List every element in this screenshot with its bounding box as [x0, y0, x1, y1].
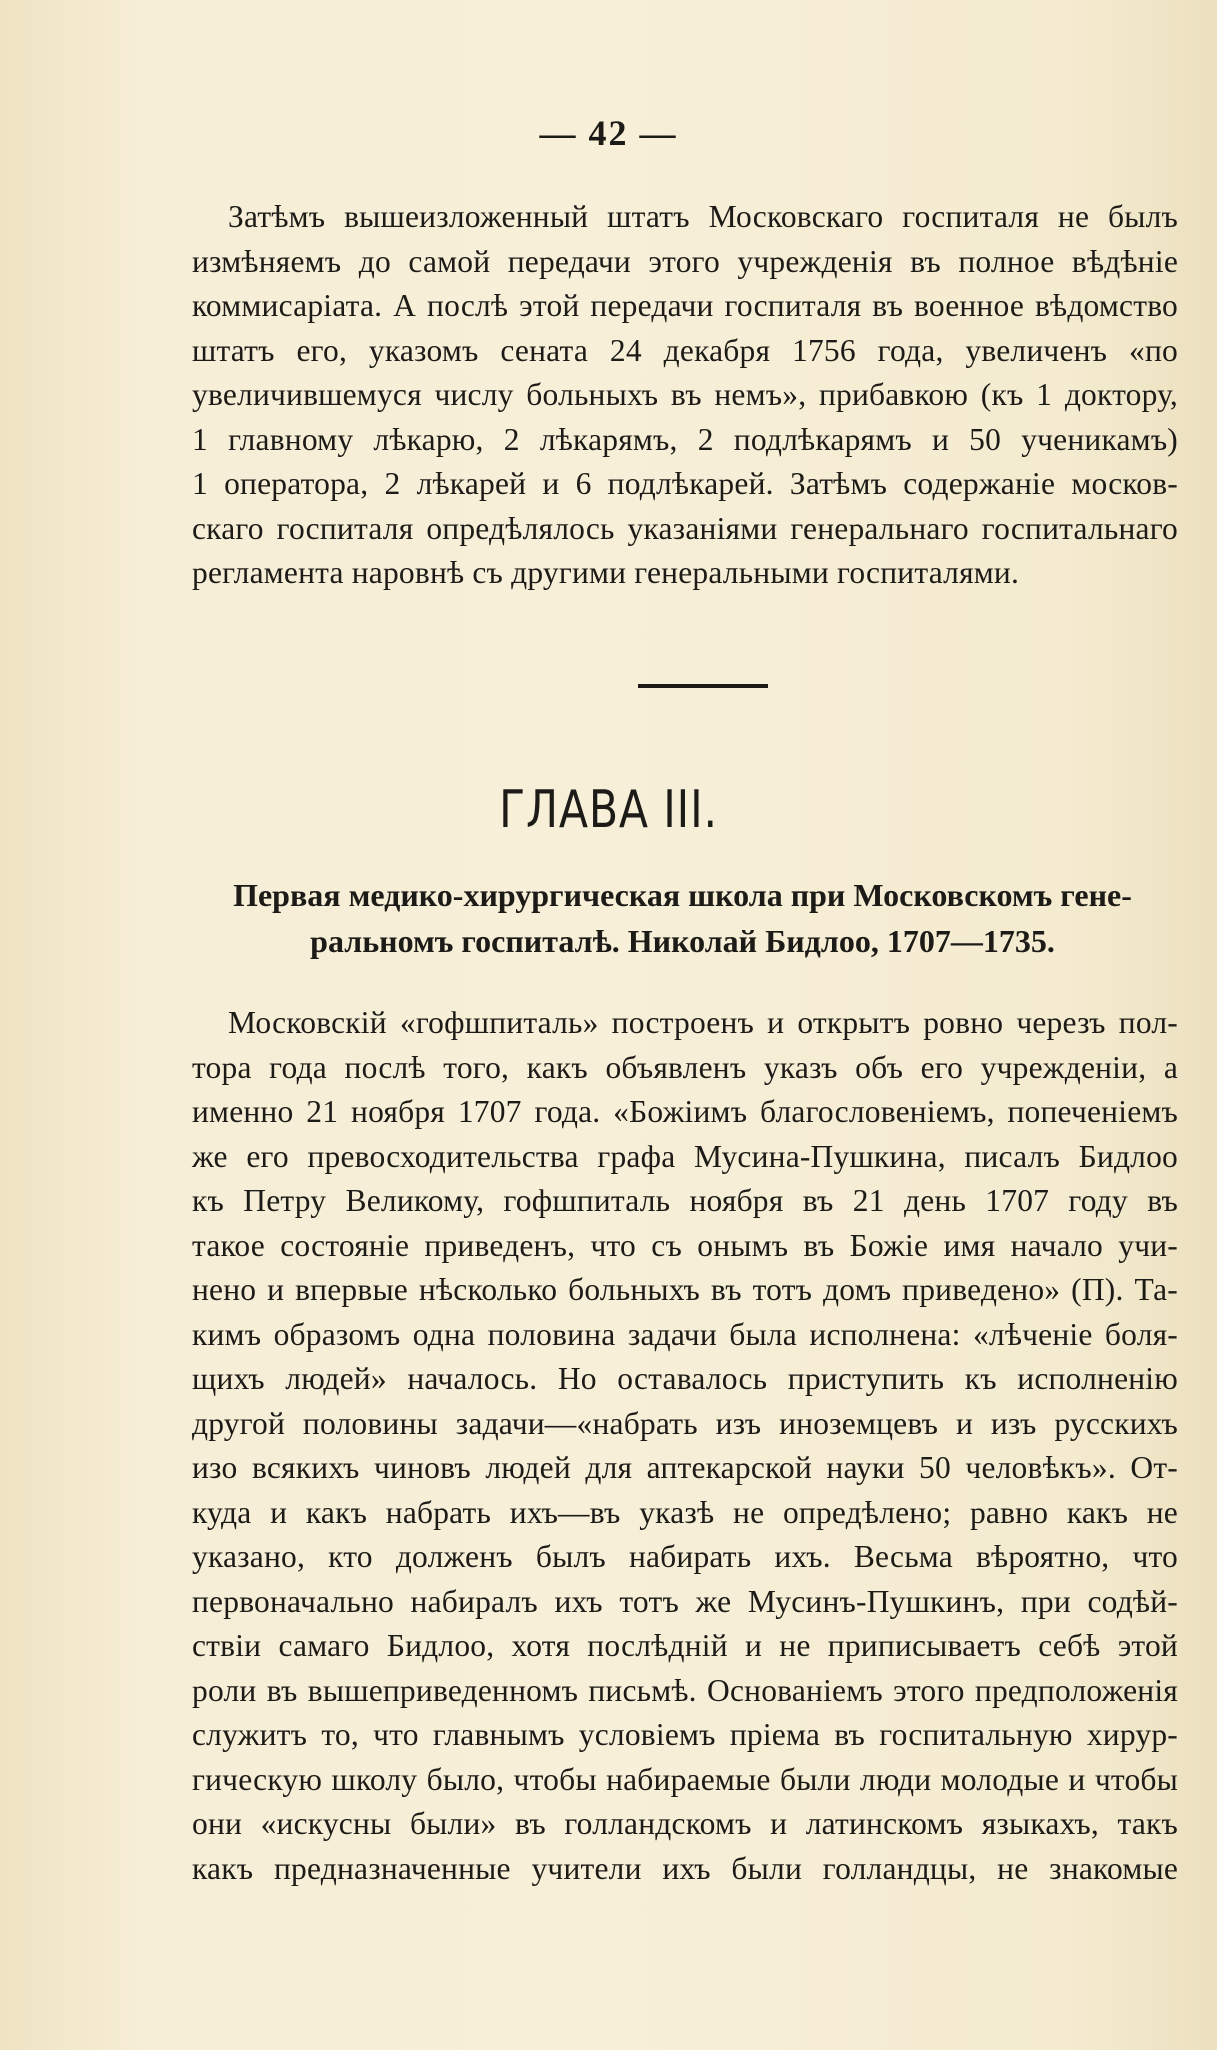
text-line: куда и какъ набрать ихъ—въ указѣ не опредѣлено; равно какъ не [192, 1494, 1178, 1530]
body-paragraph [192, 1001, 1178, 1891]
page-number: — 42 — [539, 113, 678, 153]
text-line: именно 21 ноября 1707 года. «Божіимъ благословеніемъ, попеченіемъ [192, 1094, 1178, 1129]
text-line: Затѣмъ вышеизложенный штатъ Московскаго госпиталя не былъ [228, 199, 1178, 234]
text-line: другой половины задачи—«набрать изъ иноземцевъ и изъ русскихъ [192, 1405, 1178, 1441]
text-line: къ Петру Великому, гофшпиталь ноября въ 21 день 1707 году въ [192, 1183, 1178, 1218]
text-line: гическую школу было, чтобы набираемые были люди молодые и чтобы [192, 1761, 1178, 1797]
chapter-heading [190, 872, 1175, 964]
text-line: 1 главному лѣкарю, 2 лѣкарямъ, 2 подлѣкарямъ и 50 ученикамъ) [192, 421, 1178, 457]
text-line: регламента наровнѣ съ другими генеральными госпиталями. [192, 555, 1020, 590]
text-line: ствіи самаго Бидлоо, хотя послѣдній и не приписываетъ себѣ этой [192, 1628, 1178, 1663]
text-line: изо всякихъ чиновъ людей для аптекарской науки 50 человѣкъ». От- [192, 1450, 1178, 1485]
text-line: же его превосходительства графа Мусина-Пушкина, писалъ Бидлоо [192, 1138, 1178, 1174]
text-line: указано, кто долженъ былъ набирать ихъ. Весьма вѣроятно, что [192, 1539, 1178, 1574]
text-line: измѣняемъ до самой передачи этого учрежденія въ полное вѣдѣніе [192, 243, 1178, 279]
section-end-paragraph [192, 195, 1178, 596]
text-line: 1 оператора, 2 лѣкарей и 6 подлѣкарей. Затѣмъ содержаніе москов- [192, 466, 1178, 501]
text-line: тора года послѣ того, какъ объявленъ указъ объ его учрежденіи, а [192, 1049, 1178, 1085]
text-line: кимъ образомъ одна половина задачи была исполнена: «лѣченіе боля- [192, 1316, 1178, 1352]
text-line: щихъ людей» началось. Но оставалось приступить къ исполненію [192, 1361, 1178, 1396]
text-line: коммисаріата. А послѣ этой передачи госпиталя въ военное вѣдомство [192, 288, 1178, 323]
chapter-title: ГЛАВА III. [499, 780, 718, 840]
text-line: скаго госпиталя опредѣлялось указаніями генеральнаго госпитальнаго [192, 510, 1178, 546]
text-line: Московскій «гофшпиталь» построенъ и открытъ ровно черезъ пол- [228, 1005, 1178, 1040]
section-divider [638, 684, 768, 688]
text-line: нено и впервые нѣсколько больныхъ въ тотъ домъ приведено» (П). Та- [192, 1272, 1178, 1307]
heading-line: Первая медико-хирургическая школа при Московскомъ гене- [233, 877, 1132, 913]
text-line: служитъ то, что главнымъ условіемъ пріема въ госпитальную хирур- [192, 1717, 1178, 1752]
text-line: такое состояніе приведенъ, что съ онымъ въ Божіе имя начало учи- [192, 1227, 1178, 1263]
text-line: увеличившемуся числу больныхъ въ немъ», прибавкою (къ 1 доктору, [192, 377, 1178, 412]
text-line: штатъ его, указомъ сената 24 декабря 1756 года, увеличенъ «по [192, 332, 1178, 368]
text-line: какъ предназначенные учители ихъ были голландцы, не знакомые [192, 1850, 1178, 1886]
text-line: первоначально набиралъ ихъ тотъ же Мусинъ-Пушкинъ, при содѣй- [192, 1583, 1178, 1619]
text-line: роли въ вышеприведенномъ письмѣ. Основаніемъ этого предположенія [192, 1672, 1178, 1708]
text-line: они «искусны были» въ голландскомъ и латинскомъ языкахъ, такъ [192, 1806, 1178, 1841]
heading-line: ральномъ госпиталѣ. Николай Бидлоо, 1707—1735. [310, 923, 1055, 959]
